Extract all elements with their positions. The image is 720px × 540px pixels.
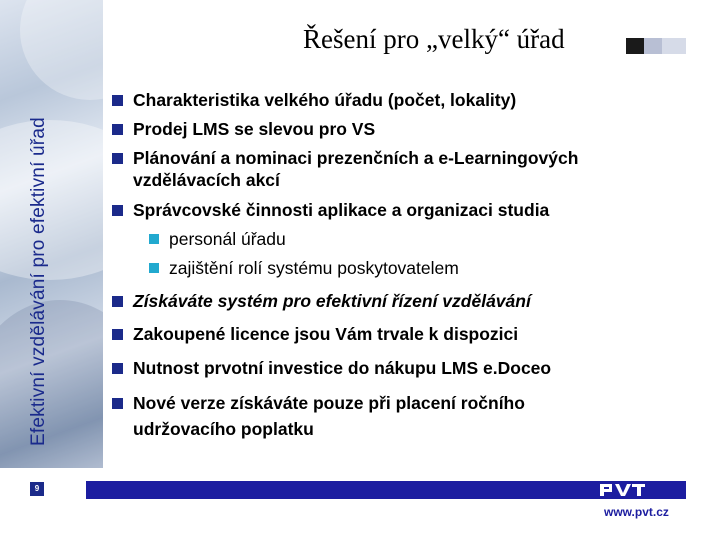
bullet-item [112,118,375,140]
bullet-item [112,290,531,312]
bullet-marker [112,363,123,374]
bullet-item [112,89,516,111]
sub-bullet-item [149,228,286,250]
sub-bullet-item [149,257,459,279]
bullet-marker [112,124,123,135]
sub-bullet-text: personál úřadu [169,229,286,249]
bullet-marker [112,296,123,307]
sidebar-decoration [20,0,103,100]
footer-bar [86,481,686,499]
bullet-text: Plánování a nominaci prezenčních a e-Learningových [133,148,579,168]
bullet-text: Charakteristika velkého úřadu (počet, lokality) [133,90,517,110]
bullet-marker [112,153,123,164]
bullet-marker [112,398,123,409]
sub-bullet-marker [149,234,159,244]
pvt-logo-icon [598,483,646,497]
bullet-marker [112,205,123,216]
decor-square-mid [644,38,662,54]
bullet-marker [112,95,123,106]
bullet-text: Správcovské činnosti aplikace a organizaci studia [133,200,550,220]
sidebar-decoration [0,120,103,280]
decor-square-dark [626,38,644,54]
bullet-item [112,392,525,440]
sidebar-panel [0,0,103,468]
sub-bullet-marker [149,263,159,273]
bullet-text-continued: udržovacího poplatku [133,419,314,439]
sidebar-decoration [0,300,103,468]
bullet-item [112,323,518,345]
bullet-marker [112,329,123,340]
vertical-presentation-title: Efektivní vzdělávání pro efektivní úřad [28,117,49,446]
bullet-item [112,199,549,221]
decor-square-light [662,38,686,54]
bullet-text-continued: vzdělávacích akcí [133,170,280,190]
bullet-text: Nové verze získáváte pouze při placení ročního [133,393,525,413]
bullet-text: Nutnost prvotní investice do nákupu LMS e.Doceo [133,358,552,378]
page-number: 9 [30,482,44,496]
bullet-text: Zakoupené licence jsou Vám trvale k dispozici [133,324,519,344]
slide-title: Řešení pro „velký“ úřad [303,24,565,54]
bullet-item [112,147,578,191]
footer-url: www.pvt.cz [604,505,669,519]
bullet-text: Prodej LMS se slevou pro VS [133,119,376,139]
sub-bullet-text: zajištění rolí systému poskytovatelem [169,258,459,278]
bullet-text: Získáváte systém pro efektivní řízení vzdělávání [133,291,531,311]
bullet-item [112,357,551,379]
